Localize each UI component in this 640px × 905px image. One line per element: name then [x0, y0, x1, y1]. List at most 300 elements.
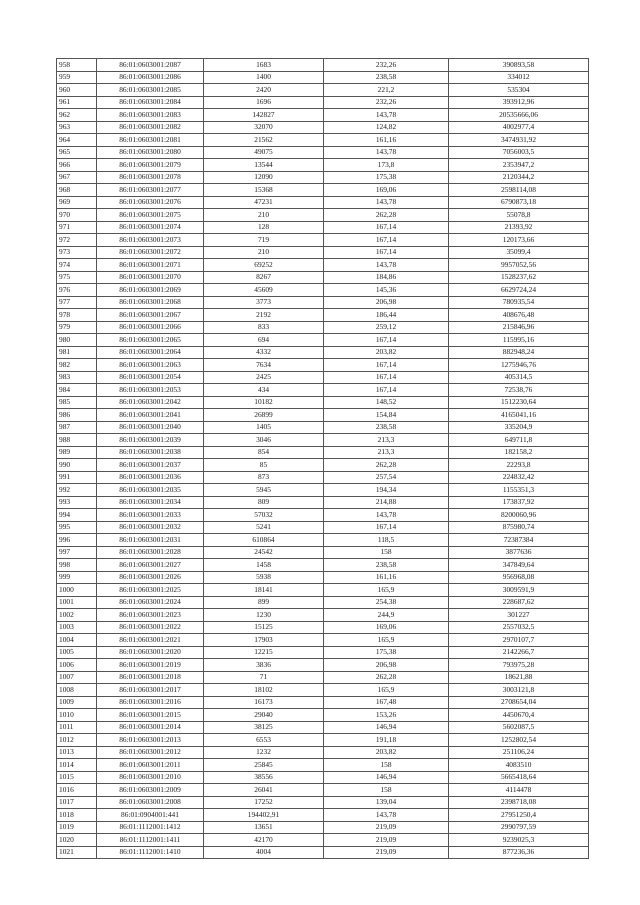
rate-cell: 238,58: [324, 559, 449, 572]
cadastral-number-cell: 86:01:0603001:2031: [97, 534, 204, 547]
table-row: [57, 721, 589, 734]
table-row: [57, 696, 589, 709]
cadastral-value-cell: 3009591,9: [449, 584, 589, 597]
cadastral-value-cell: 1155351,3: [449, 484, 589, 497]
row-number-cell: 1005: [57, 646, 97, 659]
row-number-cell: 1015: [57, 771, 97, 784]
table-row: [57, 846, 589, 859]
table-row: [57, 196, 589, 209]
row-number-cell: 1014: [57, 759, 97, 772]
cadastral-value-cell: 215846,96: [449, 321, 589, 334]
rate-cell: 232,26: [324, 96, 449, 109]
area-cell: 5945: [204, 484, 324, 497]
table-row: [57, 71, 589, 84]
table-row: [57, 159, 589, 172]
row-number-cell: 972: [57, 234, 97, 247]
area-cell: 210: [204, 209, 324, 222]
cadastral-number-cell: 86:01:0603001:2079: [97, 159, 204, 172]
cadastral-number-cell: 86:01:0603001:2039: [97, 434, 204, 447]
row-number-cell: 964: [57, 134, 97, 147]
area-cell: 2425: [204, 371, 324, 384]
rate-cell: 175,38: [324, 646, 449, 659]
area-cell: 4332: [204, 346, 324, 359]
row-number-cell: 999: [57, 571, 97, 584]
area-cell: 38556: [204, 771, 324, 784]
cadastral-number-cell: 86:01:0603001:2071: [97, 259, 204, 272]
rate-cell: 238,58: [324, 71, 449, 84]
cadastral-value-cell: 2970107,7: [449, 634, 589, 647]
row-number-cell: 976: [57, 284, 97, 297]
table-row: [57, 509, 589, 522]
area-cell: 2420: [204, 84, 324, 97]
area-cell: 8267: [204, 271, 324, 284]
rate-cell: 161,16: [324, 571, 449, 584]
cadastral-number-cell: 86:01:0603001:2064: [97, 346, 204, 359]
row-number-cell: 1003: [57, 621, 97, 634]
area-cell: 1232: [204, 746, 324, 759]
area-cell: 42170: [204, 834, 324, 847]
area-cell: 18141: [204, 584, 324, 597]
row-number-cell: 962: [57, 109, 97, 122]
table-row: [57, 396, 589, 409]
row-number-cell: 963: [57, 121, 97, 134]
cadastral-number-cell: 86:01:0603001:2024: [97, 596, 204, 609]
cadastral-number-cell: 86:01:0603001:2032: [97, 521, 204, 534]
rate-cell: 165,9: [324, 584, 449, 597]
row-number-cell: 978: [57, 309, 97, 322]
cadastral-number-cell: 86:01:0603001:2068: [97, 296, 204, 309]
cadastral-value-cell: 182158,2: [449, 446, 589, 459]
rate-cell: 219,09: [324, 846, 449, 859]
area-cell: 809: [204, 496, 324, 509]
cadastral-value-cell: 9239025,3: [449, 834, 589, 847]
cadastral-value-cell: 793975,28: [449, 659, 589, 672]
cadastral-value-cell: 1528237,62: [449, 271, 589, 284]
row-number-cell: 996: [57, 534, 97, 547]
row-number-cell: 981: [57, 346, 97, 359]
table-row: [57, 296, 589, 309]
area-cell: 128: [204, 221, 324, 234]
rate-cell: 238,58: [324, 421, 449, 434]
rate-cell: 167,14: [324, 234, 449, 247]
cadastral-number-cell: 86:01:0603001:2013: [97, 734, 204, 747]
table-row: [57, 134, 589, 147]
rate-cell: 203,82: [324, 346, 449, 359]
cadastral-value-cell: 956968,08: [449, 571, 589, 584]
cadastral-number-cell: 86:01:0603001:2014: [97, 721, 204, 734]
row-number-cell: 993: [57, 496, 97, 509]
table-row: [57, 246, 589, 259]
cadastral-number-cell: 86:01:0603001:2072: [97, 246, 204, 259]
area-cell: 29040: [204, 709, 324, 722]
rate-cell: 154,84: [324, 409, 449, 422]
rate-cell: 139,04: [324, 796, 449, 809]
cadastral-value-cell: 301227: [449, 609, 589, 622]
rate-cell: 143,78: [324, 509, 449, 522]
rate-cell: 206,98: [324, 659, 449, 672]
cadastral-value-cell: 2142266,7: [449, 646, 589, 659]
cadastral-value-cell: 20535666,06: [449, 109, 589, 122]
cadastral-value-cell: 8200060,96: [449, 509, 589, 522]
row-number-cell: 965: [57, 146, 97, 159]
table-row: [57, 284, 589, 297]
area-cell: 3836: [204, 659, 324, 672]
rate-cell: 148,52: [324, 396, 449, 409]
area-cell: 1458: [204, 559, 324, 572]
cadastral-value-cell: 7056003,5: [449, 146, 589, 159]
row-number-cell: 958: [57, 59, 97, 72]
area-cell: 1696: [204, 96, 324, 109]
table-row: [57, 409, 589, 422]
area-cell: 10182: [204, 396, 324, 409]
row-number-cell: 1006: [57, 659, 97, 672]
cadastral-number-cell: 86:01:0603001:2040: [97, 421, 204, 434]
rate-cell: 191,18: [324, 734, 449, 747]
cadastral-number-cell: 86:01:0603001:2085: [97, 84, 204, 97]
cadastral-value-cell: 9957052,56: [449, 259, 589, 272]
cadastral-value-cell: 882948,24: [449, 346, 589, 359]
cadastral-number-cell: 86:01:0603001:2070: [97, 271, 204, 284]
row-number-cell: 982: [57, 359, 97, 372]
rate-cell: 173,8: [324, 159, 449, 172]
cadastral-value-cell: 2557032,5: [449, 621, 589, 634]
cadastral-number-cell: 86:01:0603001:2020: [97, 646, 204, 659]
table-row: [57, 459, 589, 472]
area-cell: 210: [204, 246, 324, 259]
cadastral-value-cell: 224832,42: [449, 471, 589, 484]
table-row: [57, 484, 589, 497]
area-cell: 71: [204, 671, 324, 684]
rate-cell: 124,82: [324, 121, 449, 134]
table-row: [57, 709, 589, 722]
rate-cell: 213,3: [324, 434, 449, 447]
area-cell: 899: [204, 596, 324, 609]
row-number-cell: 1008: [57, 684, 97, 697]
cadastral-value-cell: 228687,62: [449, 596, 589, 609]
cadastral-number-cell: 86:01:0603001:2021: [97, 634, 204, 647]
row-number-cell: 990: [57, 459, 97, 472]
cadastral-value-cell: 877236,36: [449, 846, 589, 859]
cadastral-value-cell: 2598114,08: [449, 184, 589, 197]
cadastral-number-cell: 86:01:0603001:2083: [97, 109, 204, 122]
table-row: [57, 109, 589, 122]
cadastral-value-table: [56, 58, 589, 859]
rate-cell: 167,14: [324, 371, 449, 384]
area-cell: 1230: [204, 609, 324, 622]
table-row: [57, 821, 589, 834]
table-row: [57, 471, 589, 484]
cadastral-number-cell: 86:01:0603001:2027: [97, 559, 204, 572]
table-row: [57, 121, 589, 134]
area-cell: 1683: [204, 59, 324, 72]
rate-cell: 184,86: [324, 271, 449, 284]
area-cell: 7634: [204, 359, 324, 372]
cadastral-number-cell: 86:01:0603001:2084: [97, 96, 204, 109]
rate-cell: 143,78: [324, 196, 449, 209]
cadastral-number-cell: 86:01:0603001:2063: [97, 359, 204, 372]
row-number-cell: 1011: [57, 721, 97, 734]
area-cell: 610864: [204, 534, 324, 547]
row-number-cell: 973: [57, 246, 97, 259]
area-cell: 57032: [204, 509, 324, 522]
cadastral-number-cell: 86:01:0603001:2012: [97, 746, 204, 759]
cadastral-value-cell: 72538,76: [449, 384, 589, 397]
rate-cell: 165,9: [324, 684, 449, 697]
rate-cell: 167,14: [324, 359, 449, 372]
rate-cell: 186,44: [324, 309, 449, 322]
cadastral-number-cell: 86:01:0603001:2080: [97, 146, 204, 159]
cadastral-number-cell: 86:01:0603001:2054: [97, 371, 204, 384]
cadastral-value-cell: 27951250,4: [449, 809, 589, 822]
table-row: [57, 209, 589, 222]
row-number-cell: 995: [57, 521, 97, 534]
row-number-cell: 1019: [57, 821, 97, 834]
rate-cell: 153,26: [324, 709, 449, 722]
row-number-cell: 1007: [57, 671, 97, 684]
cadastral-number-cell: 86:01:0603001:2016: [97, 696, 204, 709]
table-row: [57, 746, 589, 759]
area-cell: 21562: [204, 134, 324, 147]
cadastral-number-cell: 86:01:0603001:2087: [97, 59, 204, 72]
rate-cell: 158: [324, 546, 449, 559]
cadastral-value-cell: 173837,92: [449, 496, 589, 509]
area-cell: 24542: [204, 546, 324, 559]
rate-cell: 145,36: [324, 284, 449, 297]
table-row: [57, 146, 589, 159]
table-row: [57, 259, 589, 272]
area-cell: 3046: [204, 434, 324, 447]
cadastral-number-cell: 86:01:0603001:2075: [97, 209, 204, 222]
cadastral-value-cell: 18621,88: [449, 671, 589, 684]
rate-cell: 167,14: [324, 246, 449, 259]
area-cell: 25845: [204, 759, 324, 772]
area-cell: 69252: [204, 259, 324, 272]
row-number-cell: 994: [57, 509, 97, 522]
row-number-cell: 1017: [57, 796, 97, 809]
rate-cell: 194,34: [324, 484, 449, 497]
area-cell: 15368: [204, 184, 324, 197]
table-row: [57, 496, 589, 509]
table-row: [57, 634, 589, 647]
cadastral-number-cell: 86:01:0603001:2034: [97, 496, 204, 509]
cadastral-number-cell: 86:01:0603001:2081: [97, 134, 204, 147]
table-row: [57, 84, 589, 97]
area-cell: 5241: [204, 521, 324, 534]
area-cell: 26899: [204, 409, 324, 422]
area-cell: 26041: [204, 784, 324, 797]
row-number-cell: 1021: [57, 846, 97, 859]
cadastral-number-cell: 86:01:1112001:1410: [97, 846, 204, 859]
cadastral-value-cell: 535304: [449, 84, 589, 97]
table-row: [57, 646, 589, 659]
cadastral-number-cell: 86:01:0603001:2086: [97, 71, 204, 84]
cadastral-value-cell: 649711,8: [449, 434, 589, 447]
table-row: [57, 659, 589, 672]
rate-cell: 143,78: [324, 259, 449, 272]
area-cell: 873: [204, 471, 324, 484]
row-number-cell: 984: [57, 384, 97, 397]
cadastral-number-cell: 86:01:0603001:2009: [97, 784, 204, 797]
rate-cell: 169,06: [324, 621, 449, 634]
table-row: [57, 521, 589, 534]
cadastral-value-cell: 335204,9: [449, 421, 589, 434]
area-cell: 833: [204, 321, 324, 334]
table-row: [57, 809, 589, 822]
table-row: [57, 346, 589, 359]
cadastral-value-cell: 1512230,64: [449, 396, 589, 409]
cadastral-number-cell: 86:01:0603001:2066: [97, 321, 204, 334]
table-row: [57, 221, 589, 234]
cadastral-number-cell: 86:01:1112001:1411: [97, 834, 204, 847]
row-number-cell: 1016: [57, 784, 97, 797]
table-row: [57, 309, 589, 322]
row-number-cell: 992: [57, 484, 97, 497]
rate-cell: 167,48: [324, 696, 449, 709]
table-row: [57, 234, 589, 247]
row-number-cell: 987: [57, 421, 97, 434]
area-cell: 13651: [204, 821, 324, 834]
cadastral-value-cell: 120173,66: [449, 234, 589, 247]
cadastral-number-cell: 86:01:0603001:2015: [97, 709, 204, 722]
rate-cell: 219,09: [324, 821, 449, 834]
rate-cell: 259,12: [324, 321, 449, 334]
row-number-cell: 1002: [57, 609, 97, 622]
table-row: [57, 371, 589, 384]
cadastral-value-cell: 5665418,64: [449, 771, 589, 784]
area-cell: 434: [204, 384, 324, 397]
cadastral-value-cell: 408676,48: [449, 309, 589, 322]
rate-cell: 167,14: [324, 384, 449, 397]
cadastral-number-cell: 86:01:0603001:2053: [97, 384, 204, 397]
cadastral-value-cell: 347849,64: [449, 559, 589, 572]
rate-cell: 262,28: [324, 209, 449, 222]
cadastral-value-cell: 21393,92: [449, 221, 589, 234]
cadastral-value-cell: 4002977,4: [449, 121, 589, 134]
area-cell: 38125: [204, 721, 324, 734]
area-cell: 13544: [204, 159, 324, 172]
cadastral-number-cell: 86:01:0603001:2073: [97, 234, 204, 247]
row-number-cell: 1009: [57, 696, 97, 709]
cadastral-number-cell: 86:01:0603001:2041: [97, 409, 204, 422]
cadastral-number-cell: 86:01:0603001:2042: [97, 396, 204, 409]
area-cell: 854: [204, 446, 324, 459]
table-row: [57, 546, 589, 559]
cadastral-number-cell: 86:01:0603001:2033: [97, 509, 204, 522]
table-row: [57, 421, 589, 434]
area-cell: 1400: [204, 71, 324, 84]
cadastral-value-cell: 1275946,76: [449, 359, 589, 372]
cadastral-number-cell: 86:01:0603001:2011: [97, 759, 204, 772]
table-row: [57, 784, 589, 797]
area-cell: 194402,91: [204, 809, 324, 822]
cadastral-value-cell: 405314,5: [449, 371, 589, 384]
rate-cell: 146,94: [324, 721, 449, 734]
rate-cell: 254,38: [324, 596, 449, 609]
cadastral-value-cell: 251106,24: [449, 746, 589, 759]
cadastral-value-cell: 2353947,2: [449, 159, 589, 172]
cadastral-number-cell: 86:01:0603001:2010: [97, 771, 204, 784]
area-cell: 142827: [204, 109, 324, 122]
table-row: [57, 834, 589, 847]
row-number-cell: 974: [57, 259, 97, 272]
rate-cell: 167,14: [324, 221, 449, 234]
cadastral-value-cell: 3474931,92: [449, 134, 589, 147]
rate-cell: 221,2: [324, 84, 449, 97]
cadastral-number-cell: 86:01:0603001:2065: [97, 334, 204, 347]
row-number-cell: 1018: [57, 809, 97, 822]
table-row: [57, 571, 589, 584]
cadastral-value-cell: 55078,8: [449, 209, 589, 222]
row-number-cell: 988: [57, 434, 97, 447]
cadastral-value-cell: 334012: [449, 71, 589, 84]
table-row: [57, 171, 589, 184]
cadastral-number-cell: 86:01:0603001:2078: [97, 171, 204, 184]
table-row: [57, 184, 589, 197]
table-row: [57, 334, 589, 347]
area-cell: 5938: [204, 571, 324, 584]
cadastral-number-cell: 86:01:0603001:2008: [97, 796, 204, 809]
cadastral-number-cell: 86:01:0603001:2017: [97, 684, 204, 697]
table-row: [57, 384, 589, 397]
cadastral-number-cell: 86:01:0904001:441: [97, 809, 204, 822]
area-cell: 18102: [204, 684, 324, 697]
rate-cell: 203,82: [324, 746, 449, 759]
rate-cell: 262,28: [324, 671, 449, 684]
row-number-cell: 975: [57, 271, 97, 284]
cadastral-number-cell: 86:01:0603001:2035: [97, 484, 204, 497]
cadastral-value-cell: 390893,58: [449, 59, 589, 72]
cadastral-value-cell: 2398718,08: [449, 796, 589, 809]
table-row: [57, 609, 589, 622]
row-number-cell: 991: [57, 471, 97, 484]
row-number-cell: 960: [57, 84, 97, 97]
table-row: [57, 59, 589, 72]
cadastral-number-cell: 86:01:1112001:1412: [97, 821, 204, 834]
area-cell: 12090: [204, 171, 324, 184]
table-row: [57, 734, 589, 747]
table-row: [57, 621, 589, 634]
row-number-cell: 1000: [57, 584, 97, 597]
cadastral-value-cell: 3003121,8: [449, 684, 589, 697]
area-cell: 15125: [204, 621, 324, 634]
row-number-cell: 967: [57, 171, 97, 184]
rate-cell: 213,3: [324, 446, 449, 459]
cadastral-value-cell: 2120344,2: [449, 171, 589, 184]
rate-cell: 167,14: [324, 334, 449, 347]
area-cell: 3773: [204, 296, 324, 309]
rate-cell: 146,94: [324, 771, 449, 784]
cadastral-value-cell: 35099,4: [449, 246, 589, 259]
table-row: [57, 534, 589, 547]
rate-cell: 244,9: [324, 609, 449, 622]
rate-cell: 158: [324, 784, 449, 797]
cadastral-value-cell: 875980,74: [449, 521, 589, 534]
table-row: [57, 684, 589, 697]
table-row: [57, 446, 589, 459]
row-number-cell: 966: [57, 159, 97, 172]
row-number-cell: 971: [57, 221, 97, 234]
cadastral-number-cell: 86:01:0603001:2026: [97, 571, 204, 584]
area-cell: 16173: [204, 696, 324, 709]
row-number-cell: 989: [57, 446, 97, 459]
rate-cell: 214,88: [324, 496, 449, 509]
rate-cell: 169,06: [324, 184, 449, 197]
row-number-cell: 980: [57, 334, 97, 347]
cadastral-number-cell: 86:01:0603001:2038: [97, 446, 204, 459]
cadastral-number-cell: 86:01:0603001:2036: [97, 471, 204, 484]
table-row: [57, 796, 589, 809]
area-cell: 6553: [204, 734, 324, 747]
